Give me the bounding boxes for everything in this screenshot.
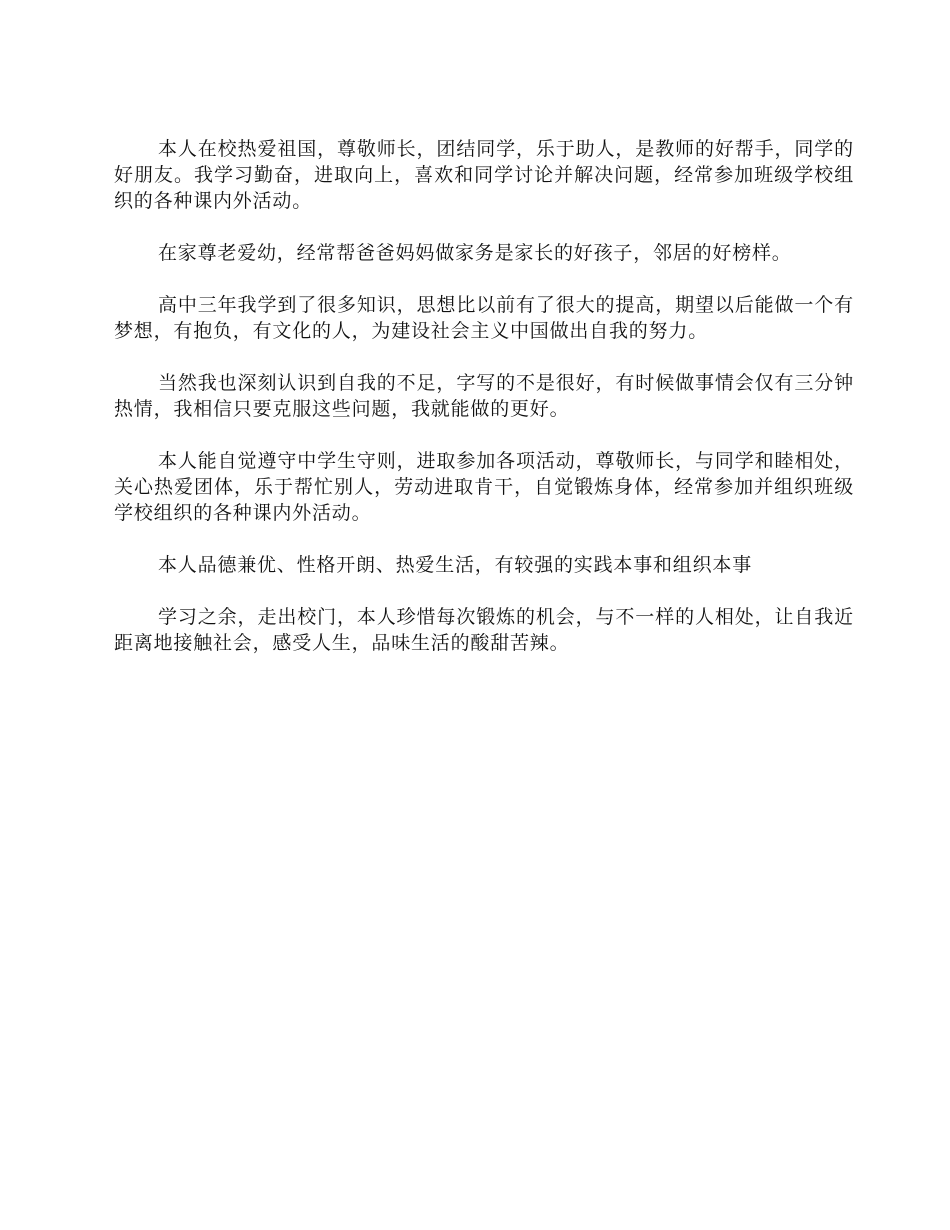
paragraph-2: 在家尊老爱幼，经常帮爸爸妈妈做家务是家长的好孩子，邻居的好榜样。 [158, 242, 792, 264]
paragraph-3: 高中三年我学到了很多知识，思想比以前有了很大的提高，期望以后能做一个有梦想，有抱负，有文化的人，为建设社会主义中国做出自我的努力。 [114, 294, 854, 342]
paragraph-6: 本人品德兼优、性格开朗、热爱生活，有较强的实践本事和组织本事 [158, 554, 753, 576]
paragraph-4: 当然我也深刻认识到自我的不足，字写的不是很好，有时候做事情会仅有三分钟热情，我相信只要克服这些问题，我就能做的更好。 [114, 372, 854, 420]
paragraph-1: 本人在校热爱祖国，尊敬师长，团结同学，乐于助人，是教师的好帮手，同学的好朋友。我学习勤奋，进取向上，喜欢和同学讨论并解决问题，经常参加班级学校组织的各种课内外活动。 [114, 138, 854, 212]
paragraph-5: 本人能自觉遵守中学生守则，进取参加各项活动，尊敬师长，与同学和睦相处，关心热爱团体，乐于帮忙别人，劳动进取肯干，自觉锻炼身体，经常参加并组织班级学校组织的各种课内外活动。 [114, 450, 854, 524]
document-body [114, 136, 854, 682]
paragraph-7: 学习之余，走出校门，本人珍惜每次锻炼的机会，与不一样的人相处，让自我近距离地接触社会，感受人生，品味生活的酸甜苦辣。 [114, 606, 854, 654]
